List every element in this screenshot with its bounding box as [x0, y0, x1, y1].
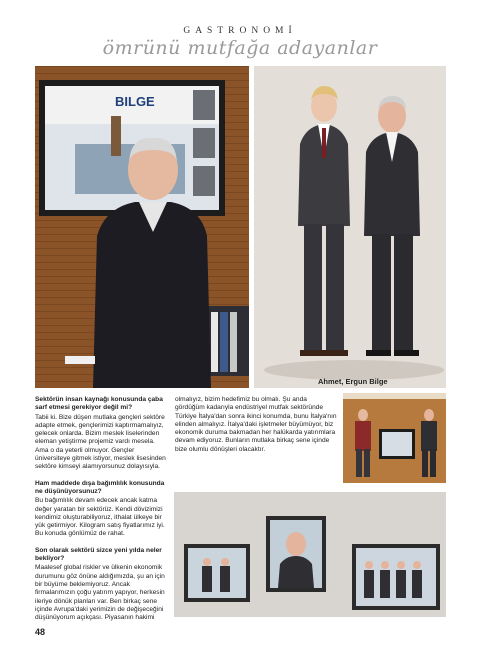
dark-cardigan [93, 202, 211, 388]
frame-center-content [270, 520, 322, 588]
section-tagline: ömrünü mutfağa adayanlar [102, 37, 378, 59]
bilge-logo-text: BILGE [115, 94, 155, 109]
photo-caption: Ahmet, Ergun Bilge [318, 377, 388, 386]
duo-portrait-illustration [254, 66, 446, 388]
framed-photo-center [266, 516, 326, 592]
photo-office-portrait [35, 66, 249, 388]
question-2: Ham maddede dışa bağımlılık konusunda ne düşünüyorsunuz? [35, 479, 165, 495]
page-number: 48 [35, 627, 46, 637]
frame-right-content [356, 548, 436, 606]
answer-1: Tabii ki. Bize düşen mutlaka gençleri sektöre adapte etmek, gençlerimizi kaptırmamalıyız, gelecek onlarda. Bizim meslek liselerinden eleman yetiştirme projemiz vardı mesela. Ama o da yeterli olmuyor. Gençler üniversiteye gitmek istiyor, meslek lisesinden sektöre kimseyi alamıyorsunuz dolayısıyla. [35, 413, 166, 471]
section-title: GASTRONOMİ [183, 26, 297, 36]
answer-continuation: olmalıyız, bizim hedefimiz bu olmalı. Şu anda gördüğüm kadarıyla endüstriyel mutfak sektöründe Türkiye İtalya'dan sonra ikinci konumda, bunu İtalya'nın elinden almalıyız. İtalya'daki işletmeler büyümüyor, biz ekonomik duruma bakmadan her halükarda yatırımlara devam ediyoruz. Bunların mutlaka birkaç sene içinde bize olumlu dönüşleri olacaktır. [175, 396, 337, 453]
answer-2: Bu bağımlılık devam edecek ancak katma değer yaratan bir sektörüz. Kendi dövizimizi kendimiz oluşturabiliyoruz, ithalat ülkeye bir yük getirmiyor. Kilogram satış fiyatlarımız iyi. Bu konuda gönlümüz de rahat. [35, 497, 165, 538]
framed-photo-left [184, 544, 250, 602]
small-photo-illustration [343, 393, 446, 483]
photo-ahmet-ergun-bilge [254, 66, 446, 388]
office-portrait-illustration [35, 66, 249, 388]
frame-left-content [188, 548, 246, 598]
photo-two-men-small [343, 393, 446, 483]
question-1: Sektörün insan kaynağı konusunda çaba sarf etmesi gerekiyor değil mi? [35, 396, 163, 412]
answer-3: Maalesef global riskler ve ülkenin ekonomik durumunu göz önüne aldığımızda, şu an için bir büyüme beklemiyoruz. Ancak firmalarımızın çoğu yatırım yapıyor, herkesin ileriye dönük planları var. Ben birkaç sene içinde Avrupa'daki yerimizin de değişeceğini düşünüyorum açıkçası. Piyasanın hakimi [35, 564, 165, 622]
framed-photo-right [352, 544, 440, 610]
masthead [0, 26, 480, 59]
interview-column-middle [175, 396, 337, 454]
photo-framed-portraits [174, 492, 446, 617]
interview-column-left [35, 396, 168, 630]
question-3: Son olarak sektörü sizce yeni yılda neler bekliyor? [35, 546, 162, 563]
